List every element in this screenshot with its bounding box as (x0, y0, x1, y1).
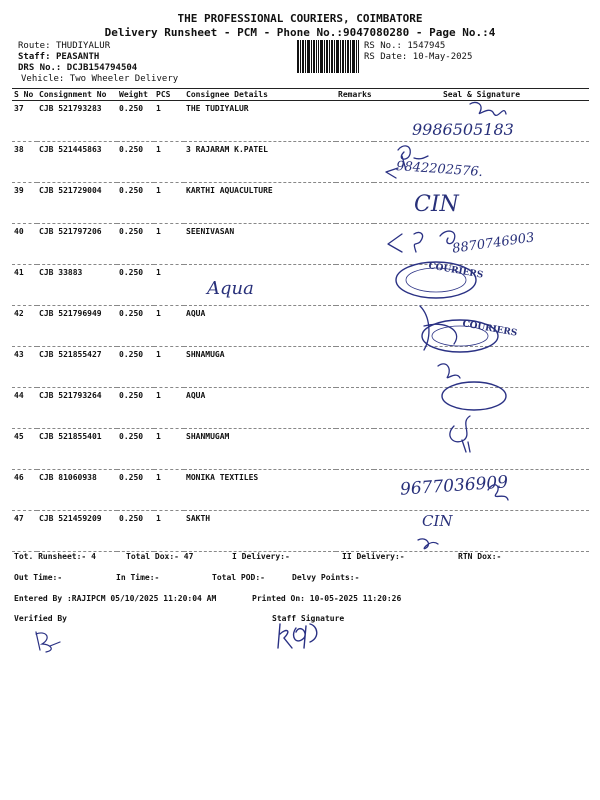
cell-consignment: CJB 521855427 (37, 347, 117, 388)
cell-weight: 0.250 (117, 183, 154, 224)
cell-weight: 0.250 (117, 429, 154, 470)
rs-date-value: 10-May-2025 (412, 52, 473, 62)
col-header-remarks: Remarks (336, 89, 374, 101)
handwritten-phone-40: 8870746903 (451, 230, 536, 257)
cell-weight: 0.250 (117, 142, 154, 183)
col-header-consignment: Consignment No (37, 89, 117, 101)
rs-date-line (364, 52, 472, 62)
cell-consignment: CJB 521729004 (37, 183, 117, 224)
handwritten-phone-46: 9677036909 (399, 472, 509, 500)
rs-date-label: RS Date: (364, 52, 408, 62)
signature-47 (418, 539, 438, 549)
cell-weight: 0.250 (117, 470, 154, 511)
cell-remarks (336, 470, 374, 511)
cell-pcs: 1 (154, 265, 184, 306)
route-line (18, 41, 110, 51)
col-header-consignee: Consignee Details (184, 89, 336, 101)
rs-no-line (364, 41, 445, 51)
cell-sno: 42 (12, 306, 37, 347)
cell-consignee: THE TUDIYALUR (184, 101, 336, 142)
printed-on: Printed On: 10-05-2025 11:20:26 (252, 594, 402, 603)
cell-pcs: 1 (154, 388, 184, 429)
cell-consignment: CJB 521793264 (37, 388, 117, 429)
drs-line (18, 63, 137, 73)
cell-sno: 46 (12, 470, 37, 511)
ii-delivery: II Delivery:- (342, 552, 405, 561)
signature-37 (470, 102, 506, 115)
cell-pcs: 1 (154, 347, 184, 388)
cell-weight: 0.250 (117, 347, 154, 388)
route-label: Route: (18, 41, 51, 51)
entered-by: Entered By :RAJIPCM 05/10/2025 11:20:04 AM (14, 594, 217, 603)
cell-consignee: AQUA (184, 388, 336, 429)
col-header-signature: Seal & Signature (374, 89, 589, 101)
rtn-dox: RTN Dox:- (458, 552, 502, 561)
cell-remarks (336, 429, 374, 470)
cell-consignment: CJB 81060938 (37, 470, 117, 511)
cell-remarks (336, 265, 374, 306)
cell-weight: 0.250 (117, 388, 154, 429)
vehicle-line (21, 74, 178, 84)
total-runsheet: Tot. Runsheet:- 4 (14, 552, 96, 561)
cell-remarks (336, 142, 374, 183)
vehicle-label: Vehicle: (21, 74, 65, 84)
delvy-points: Delvy Points:- (292, 573, 360, 582)
cell-remarks (336, 388, 374, 429)
cell-sno: 45 (12, 429, 37, 470)
cell-sno: 38 (12, 142, 37, 183)
cell-pcs: 1 (154, 101, 184, 142)
cell-consignment: CJB 521797206 (37, 224, 117, 265)
signature-38 (398, 146, 428, 170)
cell-consignment: CJB 521459209 (37, 511, 117, 552)
cell-sno: 44 (12, 388, 37, 429)
cell-consignee: AQUA (184, 306, 336, 347)
drs-label: DRS No.: (18, 63, 62, 73)
cell-pcs: 1 (154, 183, 184, 224)
cell-sno: 37 (12, 101, 37, 142)
cell-weight: 0.250 (117, 265, 154, 306)
cell-consignee: SEENIVASAN (184, 224, 336, 265)
cell-remarks (336, 183, 374, 224)
cell-pcs: 1 (154, 142, 184, 183)
rs-no-value: 1547945 (407, 41, 446, 51)
cell-consignee: SHANMUGAM (184, 429, 336, 470)
cell-pcs: 1 (154, 429, 184, 470)
signature-45 (462, 440, 470, 452)
total-pod: Total POD:- (212, 573, 265, 582)
staff-line (18, 52, 99, 62)
signature-46 (488, 485, 508, 500)
cell-consignment: CJB 521793283 (37, 101, 117, 142)
cell-pcs: 1 (154, 224, 184, 265)
courier-stamp-text-41: COURIERS (427, 261, 484, 281)
stamp-ring-44 (442, 382, 506, 410)
vehicle-value: Two Wheeler Delivery (69, 74, 179, 84)
col-header-weight: Weight (117, 89, 154, 101)
cell-consignment: CJB 33883 (37, 265, 117, 306)
cell-weight: 0.250 (117, 306, 154, 347)
signature-arrow-38 (386, 168, 398, 178)
cell-weight: 0.250 (117, 224, 154, 265)
signature-44 (450, 416, 470, 442)
handwritten-cin-39: CIN (414, 192, 459, 217)
cell-consignment: CJB 521445863 (37, 142, 117, 183)
cell-sno: 41 (12, 265, 37, 306)
verified-by-label: Verified By (14, 614, 67, 623)
handwritten-phone-38: 9842202576. (395, 158, 484, 181)
cell-sno: 39 (12, 183, 37, 224)
cell-consignment: CJB 521796949 (37, 306, 117, 347)
cell-consignee: SAKTH (184, 511, 336, 552)
col-header-pcs: PCS (154, 89, 184, 101)
staff-signature-label: Staff Signature (272, 614, 345, 623)
cell-weight: 0.250 (117, 511, 154, 552)
staff-value: PEASANTH (55, 52, 100, 62)
company-title: THE PROFESSIONAL COURIERS, COIMBATORE (177, 12, 423, 25)
drs-value: DCJB154794504 (66, 63, 138, 73)
col-header-sno: S No (12, 89, 37, 101)
signature-40 (388, 232, 422, 252)
cell-remarks (336, 306, 374, 347)
cell-pcs: 1 (154, 511, 184, 552)
signature-40b (440, 231, 455, 244)
cell-consignee: 3 RAJARAM K.PATEL (184, 142, 336, 183)
cell-remarks (336, 101, 374, 142)
cell-remarks (336, 347, 374, 388)
cell-weight: 0.250 (117, 101, 154, 142)
cell-sno: 47 (12, 511, 37, 552)
barcode (297, 40, 359, 73)
handwritten-aqua-41: Aqua (207, 278, 254, 299)
total-dox: Total Dox:- 47 (126, 552, 194, 561)
staff-signature (270, 618, 330, 652)
cell-consignee: SHNAMUGA (184, 347, 336, 388)
signature-43 (438, 364, 460, 378)
route-value: THUDIYALUR (55, 41, 111, 51)
cell-consignment: CJB 521855401 (37, 429, 117, 470)
runsheet-subtitle: Delivery Runsheet - PCM - Phone No.:9047080280 - Page No.:4 (104, 26, 496, 39)
rs-no-label: RS No.: (364, 41, 402, 51)
cell-consignee: KARTHI AQUACULTURE (184, 183, 336, 224)
courier-stamp-text-42: COURIERS (461, 319, 518, 339)
cell-remarks (336, 511, 374, 552)
i-delivery: I Delivery:- (232, 552, 290, 561)
cell-pcs: 1 (154, 306, 184, 347)
cell-consignee: MONIKA TEXTILES (184, 470, 336, 511)
cell-sno: 43 (12, 347, 37, 388)
out-time: Out Time:- (14, 573, 63, 582)
handwritten-cin-47: CIN (422, 512, 453, 530)
cell-sno: 40 (12, 224, 37, 265)
cell-remarks (336, 224, 374, 265)
cell-pcs: 1 (154, 470, 184, 511)
handwritten-phone-37: 9986505183 (412, 120, 514, 139)
in-time: In Time:- (116, 573, 160, 582)
staff-label: Staff: (18, 52, 51, 62)
verified-signature (30, 628, 70, 654)
